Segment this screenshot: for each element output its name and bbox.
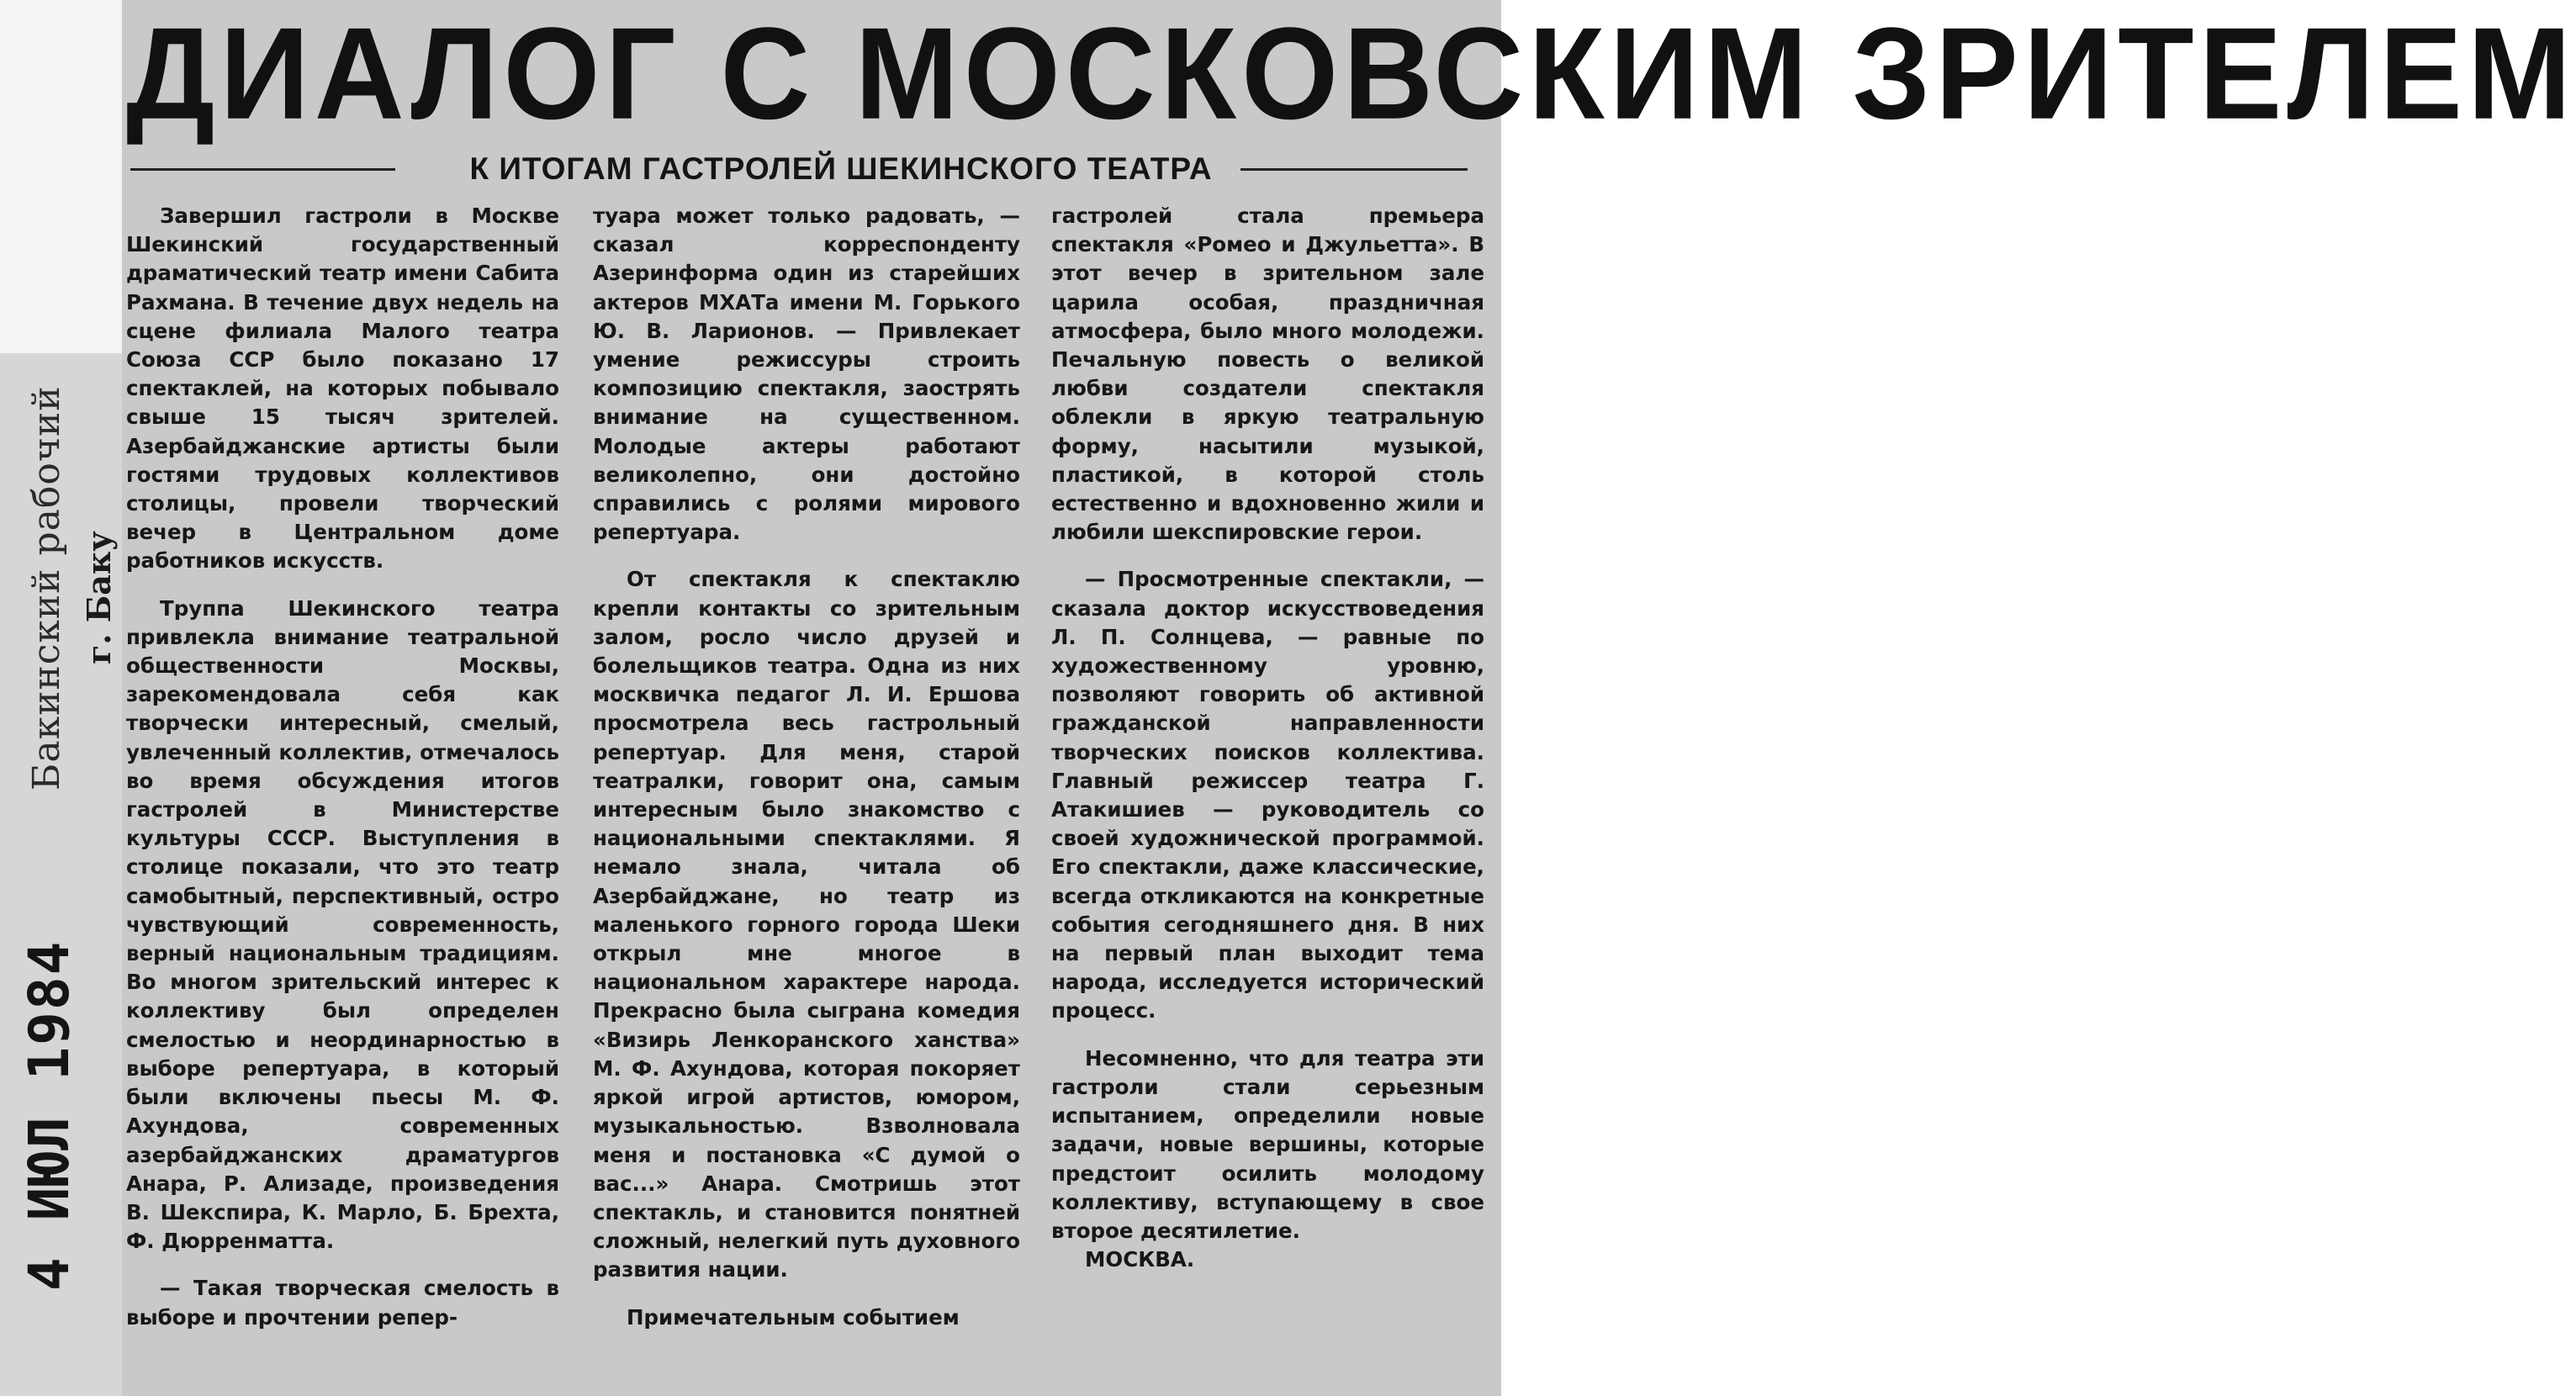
- city-stamp: г. Баку: [80, 531, 118, 664]
- column-3-paragraph: Несомненно, что для театра эти гастроли стали серьезным испытанием, определили новые задачи, новые вершины, которые предстоит осилить молодому коллективу, вступающему в свое второе десятилетие.: [1051, 1045, 1484, 1243]
- column-2-paragraph: От спектакля к спектаклю крепли контакты со зрительным залом, росло число друзей и болельщиков театра. Одна из них москвичка педагог Л. И. Ершова просмотрела весь гастрольный репертуар. Для меня, старой театралки, говорит она, самым интересным было знакомство с национальными спектаклями. Я немало знала, читала об Азербайджане, но театр из маленького горного города Шеки открыл мне многое в национальном характере народа. Прекрасно была сыграна комедия «Визирь Ленкоранского ханства» М. Ф. Ахундова, которая покоряет яркой игрой артистов, юмором, музыкальностью. Взволновала меня и постановка «С думой о вас...» Анара. Смотришь этот спектакль, и становится понятней сложный, нелегкий путь духовного развития нации.: [593, 567, 1020, 1282]
- column-1-paragraph: — Такая творческая смелость в выборе и прочтении репер-: [126, 1276, 559, 1330]
- date-stamp: 4 ИЮЛ 1984: [17, 939, 82, 1291]
- article-column-1: [126, 202, 559, 1332]
- column-2-paragraph: Примечательным событием: [627, 1304, 960, 1330]
- article-headline: ДИАЛОГ С МОСКОВСКИМ ЗРИТЕЛЕМ: [126, 1, 2576, 147]
- column-3-paragraph: — Просмотренные спектакли, — сказала доктор искусствоведения Л. П. Солнцева, — равные по художественному уровню, позволяют говорить об активной гражданской направленности творческих поисков коллектива. Главный режиссер театра Г. Атакишиев — руководитель со своей художнической программой. Его спектакли, даже классические, всегда откликаются на конкретные события сегодняшнего дня. В них на первый план выходит тема народа, исследуется исторический процесс.: [1051, 567, 1484, 1023]
- subheadline-row: [126, 148, 1468, 190]
- article-column-3: [1051, 202, 1484, 1274]
- column-2-paragraph: туара может только радовать, — сказал корреспонденту Азеринформа один из старейших актеров МХАТа имени М. Горького Ю. В. Ларионов. — Привлекает умение режиссуры строить композицию спектакля, заострять внимание на существенном. Молодые актеры работают великолепно, они достойно справились с ролями мирового репертуара.: [593, 204, 1020, 545]
- column-1-paragraph: Завершил гастроли в Москве Шекинский государственный драматический театр имени Сабита Рахмана. В течение двух недель на сцене филиала Малого театра Союза ССР было показано 17 спектаклей, на которых побывало свыше 15 тысяч зрителей. Азербайджанские артисты были гостями трудовых коллективов столицы, провели творческий вечер в Центральном доме работников искусств.: [126, 204, 559, 574]
- article-subheadline: К ИТОГАМ ГАСТРОЛЕЙ ШЕКИНСКОГО ТЕАТРА: [469, 151, 1213, 186]
- subheadline-rule-right: [1240, 168, 1468, 171]
- column-3-paragraph: гастролей стала премьера спектакля «Ромео и Джульетта». В этот вечер в зрительном зале царила особая, праздничная атмосфера, было много молодежи. Печальную повесть о великой любви создатели спектакля облекли в яркую театральную форму, насытили музыкой, пластикой, в которой столь естественно и вдохновенно жили и любили шекспировские герои.: [1051, 204, 1484, 545]
- margin-blank-area: [0, 0, 122, 353]
- publication-stamp: Бакинский рабочий: [25, 385, 68, 791]
- column-1-paragraph: Труппа Шекинского театра привлекла внимание театральной общественности Москвы, зарекомендовала себя как творчески интересный, смелый, увлеченный коллектив, отмечалось во время обсуждения итогов гастролей в Министерстве культуры СССР. Выступления в столице показали, что это театр самобытный, перспективный, остро чувствующий современность, верный национальным традициям. Во многом зрительский интерес к коллективу был определен смелостью и неординарностью в выборе репертуара, в который были включены пьесы М. Ф. Ахундова, современных азербайджанских драматургов Анара, Р. Ализаде, произведения В. Шекспира, К. Марло, Б. Брехта, Ф. Дюрренматта.: [126, 595, 559, 1254]
- article-column-2: [593, 202, 1020, 1332]
- article-dateline: МОСКВА.: [1085, 1247, 1195, 1272]
- archive-margin: [0, 0, 122, 1396]
- subheadline-rule-left: [130, 168, 395, 171]
